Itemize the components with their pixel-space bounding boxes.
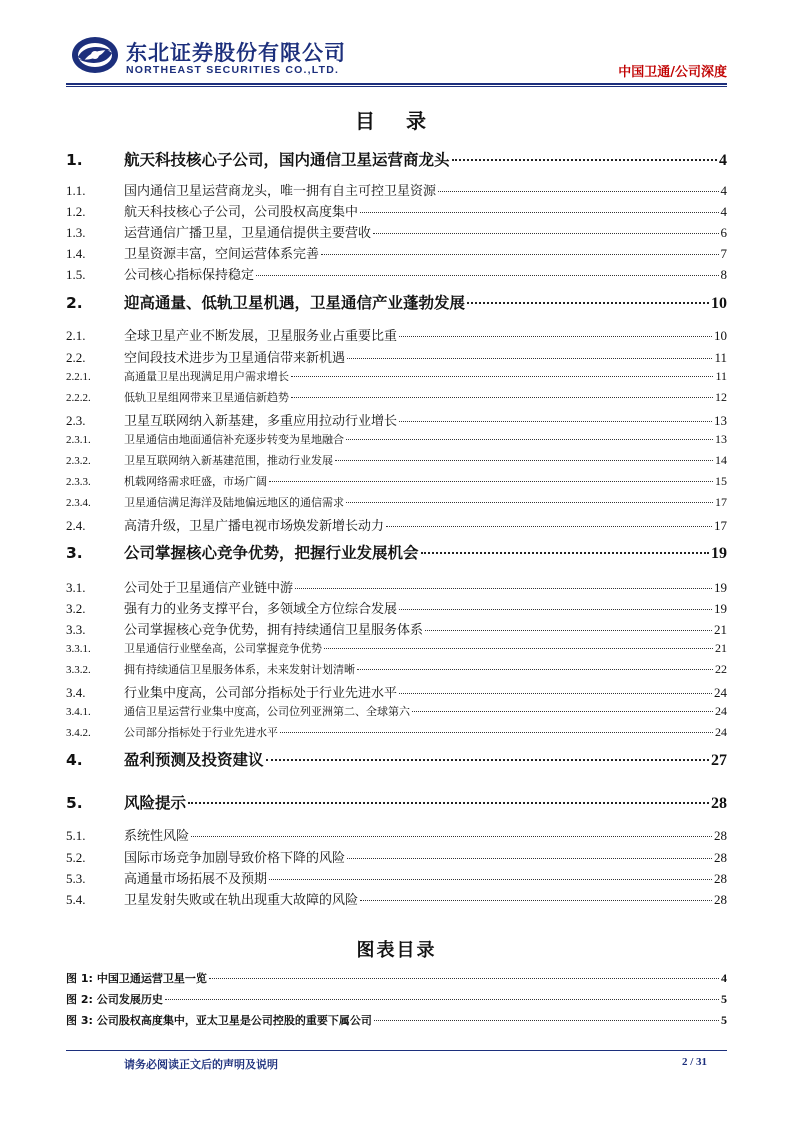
page-indicator: 2 / 31 <box>681 1056 707 1068</box>
toc-entry-page: 28 <box>711 795 727 812</box>
toc-entry-number: 2.3. <box>66 413 86 428</box>
toc-entry-title: 国内通信卫星运营商龙头，唯一拥有自主可控卫星资源 <box>124 184 437 199</box>
toc-entry-page: 17 <box>714 518 727 533</box>
toc-entry-2-3-1[interactable] <box>66 431 727 447</box>
toc-entry-number: 5. <box>66 794 83 812</box>
header-divider-thin <box>66 86 727 87</box>
toc-entry-page: 27 <box>711 752 727 769</box>
toc-entry-page: 14 <box>715 453 727 467</box>
toc-entry-title: 高通量市场拓展不及预期 <box>124 872 268 887</box>
report-type: 中国卫通/公司深度 <box>618 65 727 80</box>
toc-entry-2-3[interactable] <box>66 410 727 429</box>
toc-leader-dots <box>399 421 712 422</box>
toc-entry-page: 11 <box>715 369 727 383</box>
toc-leader-dots <box>412 711 713 712</box>
toc-entry-3-4-1[interactable] <box>66 703 727 719</box>
toc-entry-2-3-3[interactable] <box>66 473 727 489</box>
toc-entry-page: 19 <box>711 545 727 562</box>
toc-entry-5-3[interactable] <box>66 868 727 887</box>
toc-entry-number: 3.4.1. <box>66 706 91 718</box>
toc-entry-page: 21 <box>715 641 727 655</box>
toc-entry-number: 3.3.1. <box>66 643 91 655</box>
toc-leader-dots <box>346 439 713 440</box>
toc-entry-number: 1.4. <box>66 246 86 261</box>
figure-entry-page: 5 <box>721 992 727 1006</box>
toc-entry-number: 3. <box>66 544 83 562</box>
toc-entry-2-3-4[interactable] <box>66 494 727 510</box>
figure-entry-title: 公司发展历史 <box>96 993 163 1006</box>
page-header <box>0 0 793 90</box>
toc-entry-page: 19 <box>714 580 727 595</box>
toc-entry-title: 风险提示 <box>124 794 187 812</box>
toc-leader-dots <box>269 879 712 880</box>
toc-leader-dots <box>347 358 712 359</box>
toc-entry-page: 4 <box>720 204 727 219</box>
toc-entry-title: 拥有持续通信卫星服务体系，未来发射计划清晰 <box>124 663 355 676</box>
toc-leader-dots <box>321 254 718 255</box>
toc-entry-title: 运营通信广播卫星，卫星通信提供主要营收 <box>124 226 372 241</box>
toc-entry-4[interactable] <box>66 748 727 770</box>
toc-entry-3-1[interactable] <box>66 577 727 596</box>
toc-entry-number: 3.2. <box>66 601 86 616</box>
figure-entry-label: 图 1: <box>66 972 93 985</box>
toc-entry-title: 公司部分指标处于行业先进水平 <box>124 726 278 739</box>
toc-entry-1-4[interactable] <box>66 243 727 262</box>
toc-entry-page: 21 <box>714 622 727 637</box>
toc-entry-page: 19 <box>714 601 727 616</box>
toc-entry-title: 卫星通信由地面通信补充逐步转变为星地融合 <box>124 433 344 446</box>
toc-entry-number: 2.3.2. <box>66 455 91 467</box>
toc-entry-number: 5.4. <box>66 892 86 907</box>
toc-leader-dots <box>399 693 712 694</box>
toc-leader-dots <box>467 302 709 304</box>
figure-entry-page: 5 <box>721 1013 727 1027</box>
toc-leader-dots <box>188 802 709 804</box>
toc-entry-number: 3.1. <box>66 580 86 595</box>
toc-entry-2-1[interactable] <box>66 325 727 344</box>
toc-entry-title: 高通量卫星出现满足用户需求增长 <box>124 370 289 383</box>
toc-entry-page: 28 <box>714 871 727 886</box>
toc-entry-number: 2.2.2. <box>66 392 91 404</box>
toc-entry-page: 4 <box>720 183 727 198</box>
toc-entry-page: 13 <box>714 413 727 428</box>
toc-entry-title: 卫星通信满足海洋及陆地偏远地区的通信需求 <box>124 496 344 509</box>
figure-entry-title: 中国卫通运营卫星一览 <box>96 972 207 985</box>
toc-entry-number: 3.3.2. <box>66 664 91 676</box>
toc-entry-title: 卫星发射失败或在轨出现重大故障的风险 <box>124 893 359 908</box>
toc-leader-dots <box>291 397 713 398</box>
toc-entry-number: 5.2. <box>66 850 86 865</box>
toc-leader-dots <box>347 858 712 859</box>
toc-entry-title: 机载网络需求旺盛，市场广阔 <box>124 475 267 488</box>
toc-entry-1[interactable] <box>66 148 727 170</box>
toc-entry-number: 2.3.1. <box>66 434 91 446</box>
figure-leader-dots <box>374 1020 719 1021</box>
figure-leader-dots <box>209 978 719 979</box>
figure-entry-label: 图 2: <box>66 993 93 1006</box>
toc-entry-title: 低轨卫星组网带来卫星通信新趋势 <box>124 391 289 404</box>
toc-entry-title: 强有力的业务支撑平台，多领域全方位综合发展 <box>124 602 398 617</box>
toc-entry-page: 28 <box>714 850 727 865</box>
toc-entry-number: 3.4.2. <box>66 727 91 739</box>
toc-leader-dots <box>295 588 712 589</box>
figure-entry-1[interactable] <box>66 970 727 986</box>
toc-entry-title: 国际市场竞争加剧导致价格下降的风险 <box>124 851 346 866</box>
toc-entry-3-4[interactable] <box>66 682 727 701</box>
toc-entry-number: 4. <box>66 751 83 769</box>
toc-leader-dots <box>335 460 713 461</box>
toc-entry-number: 2.4. <box>66 518 86 533</box>
toc-entry-number: 1.3. <box>66 225 86 240</box>
toc-entry-5-1[interactable] <box>66 825 727 844</box>
figure-entry-label: 图 3: <box>66 1014 93 1027</box>
toc-entry-number: 2.2.1. <box>66 371 91 383</box>
figure-entry-title: 公司股权高度集中，亚太卫星是公司控股的重要下属公司 <box>96 1014 372 1027</box>
toc-entry-title: 全球卫星产业不断发展，卫星服务业占重要比重 <box>124 329 398 344</box>
toc-entry-3-3-2[interactable] <box>66 661 727 677</box>
toc-entry-number: 1. <box>66 151 83 169</box>
toc-title: 目 录 <box>355 109 438 133</box>
toc-leader-dots <box>269 481 713 482</box>
toc-leader-dots <box>357 669 713 670</box>
toc-entry-page: 7 <box>720 246 727 261</box>
toc-entry-3-3[interactable] <box>66 619 727 638</box>
toc-entry-1-2[interactable] <box>66 201 727 220</box>
toc-leader-dots <box>399 609 712 610</box>
toc-entry-title: 行业集中度高，公司部分指标处于行业先进水平 <box>124 686 398 701</box>
toc-leader-dots <box>280 732 713 733</box>
toc-entry-number: 2.2. <box>66 350 86 365</box>
toc-entry-2[interactable] <box>66 291 727 313</box>
toc-entry-page: 24 <box>715 704 727 718</box>
toc-entry-title: 公司掌握核心竞争优势，把握行业发展机会 <box>124 544 419 562</box>
toc-entry-1-3[interactable] <box>66 222 727 241</box>
toc-entry-title: 迎高通量、低轨卫星机遇，卫星通信产业蓬勃发展 <box>124 294 466 312</box>
toc-entry-3-3-1[interactable] <box>66 640 727 656</box>
toc-entry-title: 系统性风险 <box>124 829 190 844</box>
toc-entry-page: 4 <box>719 152 727 169</box>
toc-entry-page: 10 <box>714 328 727 343</box>
toc-entry-page: 8 <box>720 267 727 282</box>
toc-leader-dots <box>386 526 712 527</box>
figure-list-title: 图表目录 <box>356 940 437 961</box>
toc-entry-page: 6 <box>720 225 727 240</box>
toc-entry-number: 5.3. <box>66 871 86 886</box>
toc-entry-title: 卫星互联网纳入新基建范围，推动行业发展 <box>124 454 333 467</box>
toc-entry-2-2-1[interactable] <box>66 368 727 384</box>
company-name-cn: 东北证券股份有限公司 <box>126 41 346 65</box>
toc-entry-page: 28 <box>714 892 727 907</box>
toc-entry-number: 1.5. <box>66 267 86 282</box>
toc-leader-dots <box>360 900 712 901</box>
toc-entry-number: 3.3. <box>66 622 86 637</box>
toc-entry-number: 3.4. <box>66 685 86 700</box>
company-name-en: NORTHEAST SECURITIES CO.,LTD. <box>126 64 340 76</box>
toc-leader-dots <box>256 275 718 276</box>
toc-entry-title: 航天科技核心子公司，公司股权高度集中 <box>124 205 359 220</box>
toc-leader-dots <box>452 159 717 161</box>
toc-entry-5-2[interactable] <box>66 847 727 866</box>
toc-leader-dots <box>346 502 713 503</box>
toc-entry-2-4[interactable] <box>66 515 727 534</box>
toc-entry-number: 2.3.4. <box>66 497 91 509</box>
toc-entry-1-5[interactable] <box>66 264 727 283</box>
toc-leader-dots <box>373 233 718 234</box>
figure-entry-3[interactable] <box>66 1012 727 1028</box>
toc-entry-3-2[interactable] <box>66 598 727 617</box>
toc-entry-title: 公司核心指标保持稳定 <box>124 268 255 283</box>
toc-leader-dots <box>360 212 718 213</box>
toc-entry-title: 公司掌握核心竞争优势，拥有持续通信卫星服务体系 <box>124 623 424 638</box>
toc-entry-5[interactable] <box>66 791 727 813</box>
toc-leader-dots <box>191 836 712 837</box>
toc-entry-title: 卫星通信行业壁垒高，公司掌握竞争优势 <box>124 642 322 655</box>
toc-entry-page: 22 <box>715 662 727 676</box>
toc-leader-dots <box>421 552 709 554</box>
toc-entry-5-4[interactable] <box>66 889 727 908</box>
toc-entry-title: 通信卫星运营行业集中度高，公司位列亚洲第二、全球第六 <box>124 705 410 718</box>
toc-entry-title: 盈利预测及投资建议 <box>124 751 264 769</box>
toc-entry-2-2-2[interactable] <box>66 389 727 405</box>
toc-entry-title: 空间段技术进步为卫星通信带来新机遇 <box>124 351 346 366</box>
toc-entry-number: 2.3.3. <box>66 476 91 488</box>
toc-entry-page: 11 <box>714 350 727 365</box>
footer-divider <box>66 1050 727 1051</box>
toc-entry-number: 2. <box>66 294 83 312</box>
toc-entry-page: 15 <box>715 474 727 488</box>
toc-entry-3[interactable] <box>66 541 727 563</box>
figure-entry-2[interactable] <box>66 991 727 1007</box>
toc-entry-title: 卫星互联网纳入新基建，多重应用拉动行业增长 <box>124 414 398 429</box>
toc-entry-3-4-2[interactable] <box>66 724 727 740</box>
toc-leader-dots <box>266 759 709 761</box>
toc-entry-page: 24 <box>715 725 727 739</box>
toc-entry-number: 5.1. <box>66 828 86 843</box>
toc-entry-number: 1.1. <box>66 183 86 198</box>
toc-entry-page: 13 <box>715 432 727 446</box>
toc-entry-2-3-2[interactable] <box>66 452 727 468</box>
toc-entry-number: 1.2. <box>66 204 86 219</box>
header-divider <box>66 83 727 85</box>
toc-leader-dots <box>324 648 713 649</box>
toc-entry-page: 24 <box>714 685 727 700</box>
toc-leader-dots <box>399 336 712 337</box>
toc-entry-2-2[interactable] <box>66 347 727 366</box>
toc-leader-dots <box>438 191 718 192</box>
toc-entry-title: 卫星资源丰富，空间运营体系完善 <box>124 247 320 262</box>
toc-entry-1-1[interactable] <box>66 180 727 199</box>
toc-entry-number: 2.1. <box>66 328 86 343</box>
figure-entry-page: 4 <box>721 971 727 985</box>
toc-entry-page: 12 <box>715 390 727 404</box>
toc-leader-dots <box>425 630 712 631</box>
toc-entry-page: 17 <box>715 495 727 509</box>
toc-entry-title: 公司处于卫星通信产业链中游 <box>124 581 294 596</box>
figure-leader-dots <box>165 999 719 1000</box>
company-logo-icon <box>70 35 120 75</box>
toc-leader-dots <box>291 376 713 377</box>
toc-entry-title: 高清升级，卫星广播电视市场焕发新增长动力 <box>124 519 385 534</box>
toc-entry-page: 28 <box>714 828 727 843</box>
toc-entry-page: 10 <box>711 295 727 312</box>
toc-entry-title: 航天科技核心子公司，国内通信卫星运营商龙头 <box>124 151 450 169</box>
footer-disclaimer-note[interactable]: 请务必阅读正文后的声明及说明 <box>124 1058 278 1071</box>
